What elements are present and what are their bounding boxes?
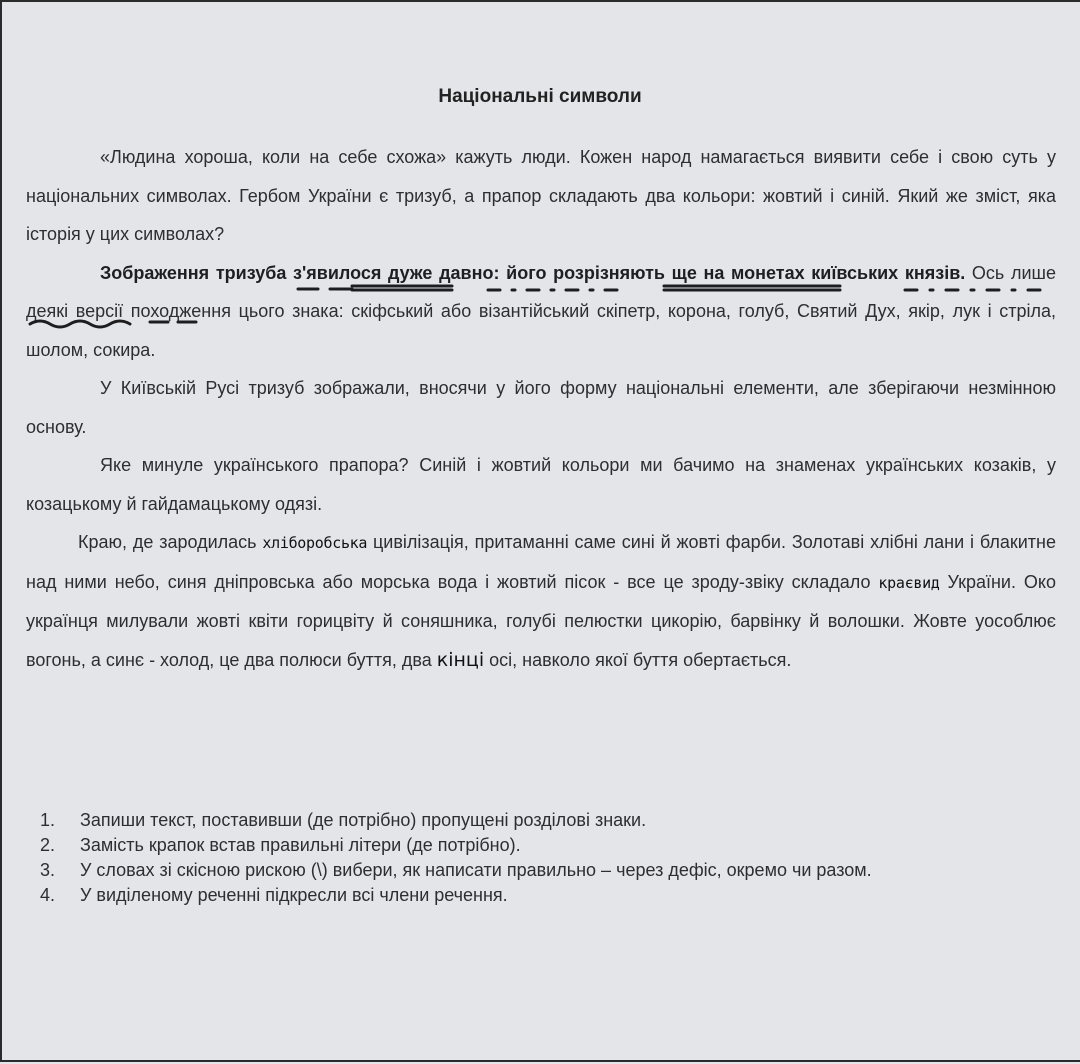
paragraph-5-part-b: цивілізація, притаманні саме сині й жовті фарби. Золотаві хлібні лани і блакитне над ними небо, синя дніпровська або морська вода і жовтий пісок - все це зроду-звіку складало — [26, 532, 1056, 592]
paragraph-1: «Людина хороша, коли на себе схожа» кажуть люди. Кожен народ намагається виявити себе і свою суть у національних символах. Гербом України є тризуб, а прапор складають два кольори: жовтий і синій. Який же зміст, яка історія у цих символах? — [26, 147, 1056, 244]
paragraph-5-part-a: Краю, де зародилась — [78, 532, 263, 552]
handwritten-word-1: хліборобська — [262, 534, 368, 552]
handwritten-word-2: краєвид — [878, 573, 940, 592]
paragraph-4: Яке минуле українського прапора? Синій і жовтий кольори ми бачимо на знаменах українських козаків, у козацькому й гайдамацькому одязі. — [26, 455, 1056, 514]
page-title: Національні символи — [438, 86, 642, 107]
task-item — [40, 833, 1020, 858]
task-number: 4. — [40, 885, 56, 905]
paragraph-2-rest: Ось лише деякі версії походження цього знака: скіфський або візантійський скіпетр, корона, голуб, Святий Дух, якір, лук і стріла, шолом, сокира. — [26, 262, 1056, 360]
task-number: 3. — [40, 860, 56, 880]
page-border-bottom — [0, 1060, 1080, 1062]
page-border-left — [0, 0, 2, 1062]
task-text: Замість крапок встав правильні літери (де потрібно). — [80, 835, 521, 855]
task-text: Запиши текст, поставивши (де потрібно) пропущені розділові знаки. — [80, 810, 647, 830]
task-text: У виділеному реченні підкресли всі члени речення. — [80, 885, 508, 905]
paragraph-2 — [26, 254, 1056, 370]
task-item — [40, 858, 1020, 883]
task-number: 1. — [40, 810, 56, 830]
paragraph-5-part-c: України. Око українця милували жовті квіти горицвіту й соняшника, голубі пелюстки цикорію, барвінку й волошки. Жовте уособлює вогонь, а синє - холод, це два полюси буття, два — [26, 571, 1056, 670]
task-item — [40, 883, 1020, 908]
paragraph-3: У Київській Русі тризуб зображали, вносячи у його форму національні елементи, але зберігаючи незмінною основу. — [26, 378, 1056, 437]
paragraph-5 — [26, 523, 1056, 679]
page-border-top — [0, 0, 1080, 2]
main-text — [26, 138, 1056, 679]
handwritten-word-3: кінці — [436, 648, 485, 671]
highlighted-sentence: Зображення тризуба з'явилося дуже давно: його розрізняють ще на монетах київських князів. — [100, 262, 966, 283]
task-text: У словах зі скісною рискою (\) вибери, як написати правильно – через дефіс, окремо чи разом. — [80, 860, 872, 880]
task-list — [40, 808, 1020, 908]
task-number: 2. — [40, 835, 56, 855]
paragraph-5-part-d: осі, навколо якої буття обертається. — [484, 649, 792, 670]
task-item — [40, 808, 1020, 833]
